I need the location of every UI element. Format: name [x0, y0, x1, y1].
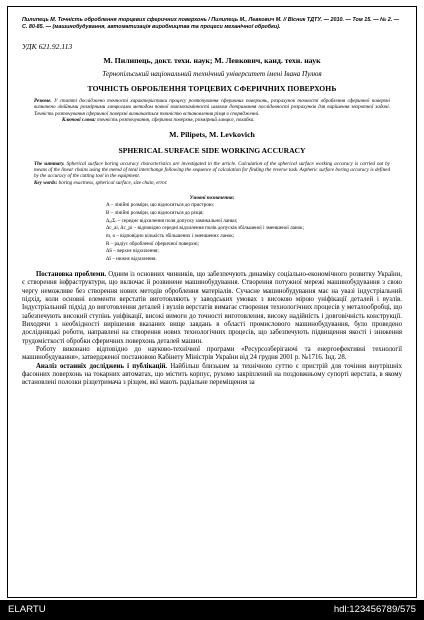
notation-item: m, n – відповідно кількість збільшених і зменшених ланок; — [106, 233, 235, 240]
keywords-en-label: Key words: — [34, 179, 58, 186]
affiliation: Тернопільський національний технічний університет імені Івана Пулюя — [102, 70, 322, 78]
notation-item: Δ₀₍Σ₎ – середнє відхилення поля допуску замикальної ланки; — [106, 217, 238, 224]
abstract-label: Резюме. — [34, 98, 52, 104]
authors-en: M. Pilipets, M. Levkovich — [169, 129, 255, 139]
keywords-ua — [34, 117, 390, 123]
summary-label: The summary. — [34, 160, 65, 167]
notation-heading: Умовні позначення: — [189, 195, 235, 202]
footer-handle: hdl:123456789/575 — [333, 604, 416, 615]
section-heading: Постановка проблеми. — [36, 270, 107, 278]
notation-item: R – радіус обробленої сферичної поверхні; — [106, 240, 200, 247]
notation-item: B – лінійні розміри, що відносяться до різця; — [106, 209, 204, 216]
notation-item: ΔI – нижнє відхилення. — [106, 256, 157, 263]
abstract-ua — [34, 98, 390, 117]
paragraph-text: Найбільш близьким за технічною суттю є пристрій для точіння внутрішніх фасонних поверхонь на токарних автоматах, що містить корпус, рухомо закріплений на поздовжньому супорті верстата, в якому встановлені полозки різцетримача з різцем, які мають радіальне переміщення за — [22, 362, 402, 387]
authors-ua: М. Пилипець, докт. техн. наук; М. Левкович, канд. техн. наук — [103, 56, 321, 65]
footer-repository-name: ELARTU — [8, 604, 46, 615]
notation-item: Δc_аі, Δc_рі – відповідно середні відхилення полів допусків збільшеної і зменшеної ланок; — [106, 225, 305, 232]
notation-item: ΔS – верхнє відхилення; — [106, 248, 159, 255]
body-text — [22, 271, 402, 388]
title-en: SPHERICAL SURFACE SIDE WORKING ACCURACY — [118, 145, 306, 155]
abstract-text: У статті досліджено точності характеристики процесу розточування сферичних поверхонь, розрахунок точності оброблення сферичної поверхні визначено лінійними розмірними ланцюгами методом повної взаємозамінності шляхом дотримання послідовності розрахунків для вирішення зворотної задачі. Точність розточування сферичної поверхні визначається точністю встановлення різця в спорядженні. — [34, 98, 390, 117]
paragraph: Роботу виконано відповідно до науково-технічної програми «Ресурсозберігаючі та енергоефективні технології машинобудування», затвердженої постановою Кабінету Міністрів України від 24 грудня 2001 р. №1716. Інд. 28. — [22, 345, 402, 362]
citation-header: Пилипець М. Точність оброблення торцевих сферичних поверхонь / Пилипець М., Левкович М. // Вісник ТДТУ. — 2010. — Том 15. — № 2. — С. 80-85. — (машинобудування, автоматизація виробництва та процеси механічної обробки). — [22, 17, 400, 30]
paragraph-text: Одним із основних чинників, що забезпечують динаміку соціально-економічного розвитку України, є створення інфраструктури, що включає й розвинене машинобудування. Створення потужної мережі машинобудування з свою чергу неможливе без створення нових методів оброблення матеріалів. Сучасне машинобудування має на увазі індустріальний підхід, коли основні елементи верстатів виготовляють у заводських умовах з високою мірою уніфікації деталей і вузлів. Індустріальний підхід до виготовлення деталей і вузлів верстатів вимагає створення технологічних процесів у металообробці, що забезпечують високий ступінь уніфікації, високі вимоги до точності виготовлення, високу надійність і довговічність конструкції. Виходячи з необхідності вирішення вказаних вище завдань в області промислового машинобудування, було проведено дослідницькі роботи, направлені на створення нових технологічних процесів, що забезпечують підвищення якості і зниження трудомісткості обробки сферичних поверхонь деталей машин. — [22, 270, 403, 345]
notation-list — [106, 202, 402, 264]
section-heading: Аналіз останніх досліджень і публікацій. — [36, 362, 168, 370]
summary-en — [34, 161, 390, 187]
summary-text: Spherical surface boring accuracy characteristics are investigated in the article. Calculation of the spherical surface working accuracy is carried out by means of the linear chains using the metod of total interchange following the sequence of calculation for finding the reverse task. Aspheric surface boring accuracy is defined by the accuracy of the cutting tool in the equipment. — [34, 160, 390, 180]
keywords-label: Ключові слова: — [62, 117, 96, 124]
notation-item: A – лінійні розміри, що відносяться до пристрою; — [106, 202, 215, 209]
paragraph — [22, 271, 402, 346]
document-page — [7, 6, 417, 598]
keywords-en-text: boring exactness, spherical surface, size chain, error. — [58, 179, 168, 186]
footer-bar — [0, 600, 424, 620]
page-content — [22, 17, 402, 388]
keywords-text: точність розточування, сферична поверхня, розмірний ланцюг, похибка. — [97, 117, 255, 124]
title-ua: ТОЧНІСТЬ ОБРОБЛЕННЯ ТОРЦЕВИХ СФЕРИЧНИХ ПОВЕРХОНЬ — [87, 84, 337, 93]
paragraph — [22, 363, 402, 388]
udk-code: УДК 621.92.113 — [22, 42, 73, 51]
